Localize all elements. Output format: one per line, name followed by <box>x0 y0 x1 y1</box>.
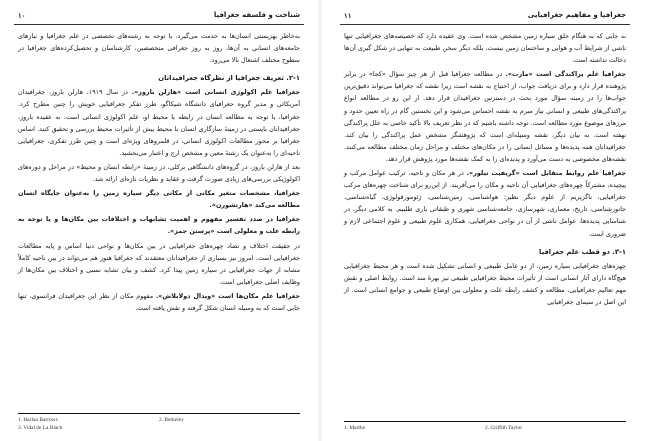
right-page-header <box>340 6 630 25</box>
definition-barrows-lead: جغرافیا علم اکولوژی انسانی است «هارلن باروز». <box>131 88 300 97</box>
left-page-header <box>14 6 304 25</box>
section-heading-definitions: ۲-۱. تعریف جغرافیا از نظرگاه جغرافیدانان <box>158 74 300 83</box>
right-page-header-title: جغرافیا و مفاهیم جغرافیایی <box>527 11 626 19</box>
right-page-number: ١١ <box>344 10 352 20</box>
definition-marthe-text: در مطالعه جغرافیا قبل از هر چیز سؤال «کجا» در برابر پژوهنده قرار دارد و برای دریافت جواب، از احتیاج به نقشه است زیرا نقشه که جغرافیا می‌تواند دقیق‌ترین جواب‌ها را در زمینه سؤال مورد بحث در دسترس جغرافیدان قرار دهد. از این رو در مطالعه انواع پراکندگی‌های طبیعی و انسانی نیاز مبرم به نقشه احساس می‌شود و این نخستین گام در راه تعیین حدود و مرزهای موضوع مورد مطالعه است. توجه داشته باشیم که در نظر تعریف بالا تأکید خاصی به علل پراکندگی نهفته است. به بیان دیگر، نقشه وسیله‌ای است که پژوهشگر مشخص عمل پراکندگی را بیان کند. جغرافیدانان همه پدیده‌ها و مسائل انسانی را در مکان‌های مختلف و مراحل زمان مختلف مطالعه می‌کنند. نقشه‌های مخصوصی به دست می‌آورد و پدیده‌ای را به کمک نقشه‌ها مورد پژوهش قرار دهد. <box>344 70 626 163</box>
section-heading-two-poles: ۳-۱. دو قطب علم جغرافیا <box>539 247 626 256</box>
definition-berkeley: بعد از هارلن باروز، در گروه‌های دانشگاهی برکلی، در زمینهٔ «رابطه انسان و محیط» در مراحل و دوره‌های اکولوژیکی بررسی‌های زیادی صورت گرفت و عقاید و نظریات تازه‌ای ارائه شد. <box>18 162 300 184</box>
left-page-number: ١٠ <box>18 10 26 20</box>
definition-taylor-lead: جغرافیا علم روابط متقابل است «گریفیث تیلور». <box>466 169 626 178</box>
right-intro-paragraph: نه جایی که به هنگام خلق سیاره زمین مشخص شده است. وی عقیده دارد که خصیصه‌های جغرافیایی تنها ناشی از شرایط آب و هوایی و ساختمان زمین نیست، بلکه دیگر سخن طبیعت به تنهایی در شکل گیری آن‌ها دخالت نداشته است. <box>344 32 626 65</box>
definition-vidal <box>18 290 300 314</box>
definition-taylor-text: در هر مکان و ناحیه، ترکیب عوامل مرکب و پیچیده، مشترکاً چهره‌های جغرافیایی آن ناحیه و مکان را می‌آفریند. از این‌رو برای شناخت چهره‌های مرکب جغرافیایی، ناگزیریم از علوم دیگر نظیر: هواشناسی، زمین‌شناسی، ژئومورفولوژی، گیاه‌شناسی، جانورشناسی، تاریخ، معماری، شهرسازی، جامعه‌شناسی شهری و طبقاتی یاری طلبیم. به کلامی دیگر، در شناسایی پدیده‌ها، عوامل ناشی از آن در نواحی جغرافیایی، همکاری علوم طبیعی و علوم اجتماعی لازم و ضروری است. <box>344 169 626 238</box>
definition-vidal-lead: جغرافیا علم مکان‌ها است «ویدال دولابلاش». <box>155 291 300 300</box>
two-poles-paragraph: چهره‌های جغرافیایی سیاره زمین، از دو عامل طبیعی و انسانی تشکیل شده است و هر محیط جغرافیایی هیچ‌گاه دارای آثار انسانی است از تأثیرات محیط جغرافیایی طبیعی نیز بهرهٔ مند است. روابط اصلی و نقش مهم تعالیم جغرافیایی، مطالعه و کشف رابطه علت و معلولی بین اوضاع طبیعی و جوامع انسانی است. از این اصل در سیمای جغرافیایی <box>344 261 626 306</box>
definition-vidal-text: مفهوم مکان از نظر این جغرافیدان فرانسوی، تنها جایی است که به وسیله انسان شکل گرفته و نقش یافته است. <box>18 291 300 312</box>
definition-james-lead: جغرافیا در صدد تفسیر مفهوم و اهمیت تشابهات و اختلافات بین مکان‌ها و یا توجه به رابطه علت و معلولی است «پرستن جمز». <box>18 215 300 236</box>
definition-james-text: در حقیقت اختلاف و تضاد چهره‌های جغرافیایی در بین مکان‌ها و نواحی دنیا اساس و پایه مطالعات جغرافیایی است. امروز نیز بسیاری از جغرافیدانان معتقدند که جغرافیا هنوز هم می‌تواند در بین ناحیه کاملاً مشابه از جهات جغرافیایی در سیاره زمین پیدا کرد. کشف و بیان تشابه نسبی و اختلاف بین مکان‌ها از وظایف اصلی جغرافیایی است. <box>18 241 300 286</box>
right-page-body <box>340 25 630 308</box>
left-page-header-title: شناخت و فلسفه جغرافیا <box>213 11 300 19</box>
definition-barrows-text: در سال ۱۹۱۹، هارلن باروز، جغرافیدان آمریکائی و مدیر گروه جغرافیای دانشگاه شیکاگو، طرز تفکر جغرافیایی خویش را چنین مطرح کرد. جغرافیا، با توجه به مطالعه انسان در رابطه با محیط او، علم اکولوژی انسانی است. به عقیده باروز، جغرافیدانان بایستی در زمینهٔ سازگاری انسان با محیط بیش از تأثیرات محیط بررسی و تحقیق کنند. اساس جغرافیا بر محور مطالعات اکولوژی انسانی، در قلمروهای ویژه‌ای است و چنین طرز تفکری، جغرافیایی ناحیه‌ای را به‌عنوان یک رشتهٔ معین و مشخص ارج و اعتبار می‌بخشید. <box>18 88 300 157</box>
definition-marthe <box>344 68 626 165</box>
definition-hartshorne: جغرافیا، مشخصات متغیر مکانی از مکانی دیگر سیاره زمین را به‌عنوان جایگاه انسان مطالعه می‌کند «هارتشورن». <box>18 189 300 210</box>
footnote-1: 1. Harlan Barrows <box>18 417 58 423</box>
footnote-taylor: 2. Griffith Taylor <box>485 425 523 431</box>
footnote-marthe: 1. Marthe <box>344 425 365 431</box>
left-intro-paragraph: به‌خاطر بهزیستی انسان‌ها به خدمت می‌گیرد. با توجه به رشته‌های تخصصی در علم جغرافیا و نیازهای جامعه‌های انسانی به آن‌ها، روز به روز جغرافی متخصصین، کارشناسان و تحصیل‌کرده‌های جغرافیا در سطوح مختلف اشتغال بالا می‌رود. <box>18 32 300 65</box>
left-page-body <box>14 25 304 314</box>
footnote-3: 3. Vidal de La Blach <box>18 425 63 431</box>
left-footnotes <box>18 413 300 432</box>
left-page <box>14 6 304 434</box>
footnote-2: 2. Berkeley <box>159 417 184 423</box>
definition-marthe-lead: جغرافیا علم پراکندگی است «مارت». <box>505 70 626 79</box>
definition-barrows <box>18 86 300 159</box>
right-page <box>340 6 630 434</box>
page-gutter <box>318 0 322 441</box>
right-footnotes <box>344 421 626 432</box>
definition-taylor <box>344 167 626 240</box>
